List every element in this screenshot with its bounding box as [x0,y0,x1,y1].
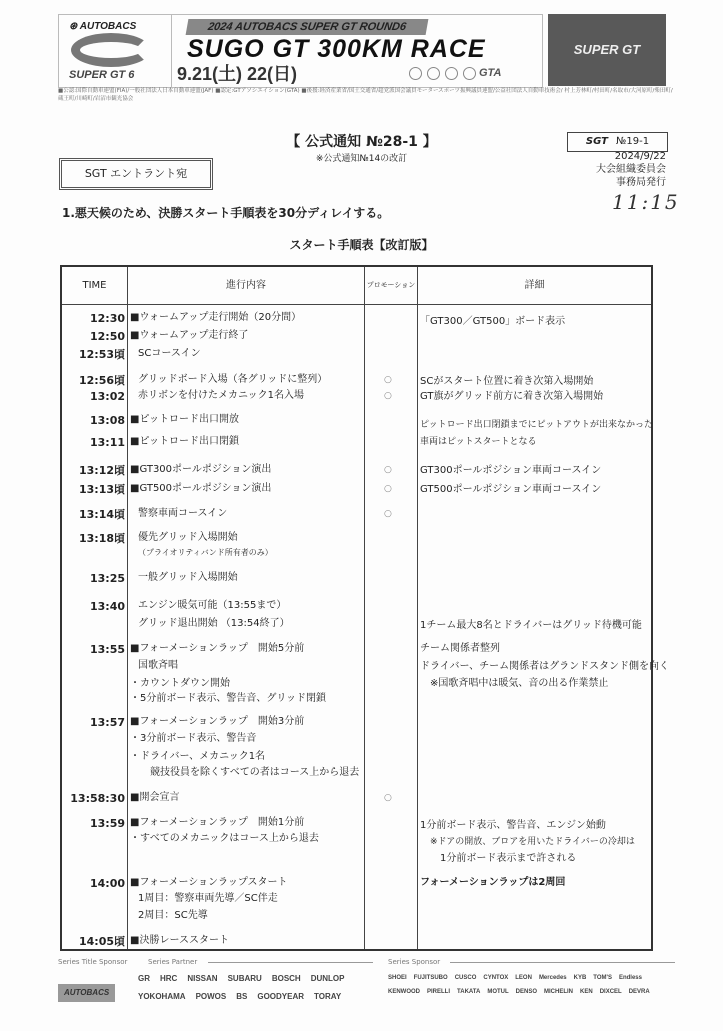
promotion-circle: ○ [384,465,392,475]
row-detail-line: 1分前ボード表示まで許される [440,853,577,864]
row-time: 14:05頃 [78,935,125,948]
sponsor-logo: FUJITSUBO [413,975,448,981]
partner-logo: SUBARU [227,974,262,983]
handwritten-time: 11:15 [612,190,680,214]
sponsor-logo: Mercedes [538,975,567,981]
row-content-line: ・ドライバー、メカニック1名 [130,751,266,762]
row-detail-line: 「GT300／GT500」ボード表示 [420,316,566,327]
gta-logo: GTA [479,67,502,79]
partner-logo: YOKOHAMA [138,992,186,1001]
row-time: 12:50 [89,330,125,343]
row-content-line: ■開会宣言 [130,792,180,803]
row-detail-line: GT旗がグリッド前方に着き次第入場開始 [420,391,604,402]
row-content-line: ■フォーメーションラップ 開始1分前 [130,817,305,828]
row-detail-line: 車両はピットスタートとなる [420,437,537,447]
row-time: 13:12頃 [78,464,125,477]
row-content-line: 赤リボンを付けたメカニック1名入場 [138,390,304,401]
partner-logo: NISSAN [187,974,218,983]
row-detail-line: 1チーム最大8名とドライバーはグリッド待機可能 [420,620,642,631]
promotion-circle: ○ [384,375,392,385]
row-detail-line: ドライバー、チーム関係者はグランドスタンド側を向く [420,661,669,672]
row-time: 13:13頃 [78,483,125,496]
header-time: TIME [82,280,107,291]
row-content-line: 国歌斉唱 [138,660,178,671]
sponsor-logo: CUSCO [454,975,477,981]
issuer-block [560,150,666,189]
row-content-line: ■GT300ポールポジション演出 [130,464,272,475]
partner-logo: GOODYEAR [257,992,305,1001]
row-content-line: ■GT500ポールポジション演出 [130,483,272,494]
row-content-line: 競技役員を除くすべての者はコース上から退去 [150,767,360,778]
row-time: 13:14頃 [78,508,125,521]
notice-item-1: 1.悪天候のため、決勝スタート手順表を30分ディレイする。 [62,206,390,220]
super-gt-brand-box: SUPER GT [548,14,666,86]
row-detail-line: ※国歌斉唱中は暖気、音の出る作業禁止 [430,678,609,689]
row-time: 13:59 [89,817,125,830]
partner-logo: DUNLOP [310,974,345,983]
revision-note: ※公式通知№14の改訂 [315,154,408,164]
promotion-circle: ○ [384,793,392,803]
row-detail-line: ピットロード出口閉鎖までにピットアウトが出来なかった [420,420,654,430]
table-title: スタート手順表【改訂版】 [289,238,434,252]
row-detail-line: ※ドアの開放、ブロアを用いたドライバーの冷却は [430,837,635,847]
row-detail-line: GT500ポールポジション車両コースイン [420,484,602,495]
sponsor-logo: KYB [573,975,587,981]
super-gt-logo: ⊛ AUTOBACS SUPER GT 6 [59,15,172,87]
notice-title: 【 公式通知 №28-1 】 [286,134,437,150]
row-time: 13:02 [89,390,125,403]
row-content-line: 2周目：SC先導 [138,910,208,921]
partner-logo: HRC [160,974,178,983]
race-name: SUGO GT 300KM RACE [187,35,486,63]
row-content-line: グリッド退出開始 （13:54終了） [138,618,290,629]
row-content-line: ■フォーメーションラップスタート [130,877,288,888]
sponsor-logo: TAKATA [457,989,481,995]
organizers-text: ■公認:国際自動車連盟(FIA)/一般社団法人日本自動車連盟(JAF) ■認定:GTアソシエイション(GTA) ■後援:経済産業省/国土交通省/超党派国会議員モータースポーツ振興議員連盟/公益社団法人自動車技術会/ 村上芳林町/村田町/名取市/大河原町/柴田町/蔵王町/川崎町/岩沼市観光協会 [58,88,673,102]
row-content-line: 1周目：警察車両先導／SC伴走 [138,893,278,904]
sgt-label: SGT [585,136,608,147]
sponsor-logo: KENWOOD [388,989,420,995]
row-content-line: ■ウォームアップ走行開始（20分間） [130,312,302,323]
row-detail-line: 1分前ボード表示、警告音、エンジン始動 [420,820,606,831]
sponsor-label: Series Sponsor [388,958,441,966]
round-banner: 2024 AUTOBACS SUPER GT ROUND6 [186,19,429,35]
row-detail-line: チーム関係者整列 [420,643,500,654]
row-time: 13:40 [89,600,125,613]
emblem-icon [427,67,440,80]
row-time: 13:55 [89,643,125,656]
sgt-number-box [567,132,668,152]
header-content: 進行内容 [226,280,266,291]
emblem-icon [463,67,476,80]
sgt-number: №19-1 [615,136,650,147]
row-content-line: エンジン暖気可能（13:55まで） [138,600,287,611]
sponsor-logo: MOTUL [487,989,509,995]
row-content-line: 優先グリッド入場開始 [138,532,238,543]
row-time: 12:53頃 [78,348,125,361]
header-detail: 詳細 [524,280,545,291]
row-time: 13:25 [89,572,125,585]
race-dates: 9.21(土) 22(日) [177,64,298,84]
start-procedure-table [60,265,669,951]
row-content-line: ■ピットロード出口開放 [130,414,240,425]
row-content-line: ■フォーメーションラップ 開始3分前 [130,716,305,727]
partner-label: Series Partner [148,958,198,966]
sponsor-logo: DIXCEL [599,989,622,995]
event-header [58,14,543,88]
sponsor-logo: KEN [580,989,593,995]
row-content-line: グリッドボード入場（各グリッドに整列） [138,374,328,385]
header-promotion: プロモーション [366,281,416,289]
promotion-circle: ○ [384,484,392,494]
row-content-line: 警察車両コースイン [138,508,228,519]
partner-logo: BS [236,992,248,1001]
sponsor-logo: Endless [618,975,642,981]
partner-logo: BOSCH [271,974,301,983]
sponsor-logo: DENSO [515,989,538,995]
row-content-line: ■決勝レーススタート [130,935,229,946]
row-content-line: ・すべてのメカニックはコース上から退去 [130,833,319,844]
sponsor-logo: PIRELLI [427,989,451,995]
sponsor-footer [58,958,678,1028]
partner-logo: GR [138,974,150,983]
row-content-line: ・カウントダウン開始 [130,678,230,689]
row-time: 12:56頃 [78,374,125,387]
row-content-line: ■ウォームアップ走行終了 [130,330,249,341]
row-content-line: ・5分前ボード表示、警告音、グリッド閉鎖 [130,693,326,704]
emblem-icon [445,67,458,80]
sponsor-logo: LEON [515,975,532,981]
sponsor-logo: DEVRA [628,989,650,995]
row-content-line: SCコースイン [138,348,201,359]
emblem-icon [409,67,422,80]
row-content-line: ・3分前ボード表示、警告音 [130,733,257,744]
row-time: 13:58:30 [70,792,125,805]
row-time: 13:08 [89,414,125,427]
row-detail-line: SCがスタート位置に着き次第入場開始 [420,376,594,387]
partner-logo: TORAY [314,992,342,1001]
row-time: 13:11 [89,436,125,449]
row-time: 14:00 [89,877,125,890]
row-content-line: ■ピットロード出口閉鎖 [130,436,240,447]
office: 事務局発行 [616,177,666,188]
row-detail-line: GT300ポールポジション車両コースイン [420,465,602,476]
row-time: 12:30 [89,312,125,325]
sponsor-logo: TOM'S [593,975,612,981]
sponsor-logo: MICHELIN [544,989,574,995]
promotion-circle: ○ [384,509,392,519]
row-time: 13:57 [89,716,125,729]
committee: 大会組織委員会 [596,164,666,175]
row-content-line: 一般グリッド入場開始 [138,572,238,583]
recipient-box: SGT エントラント宛 [59,158,213,190]
autobacs-logo: AUTOBACS [58,984,115,1002]
sponsor-logo: SHOEI [388,975,407,981]
issue-date: 2024/9/22 [614,151,666,162]
promotion-circle: ○ [384,391,392,401]
row-detail-line: フォーメーションラップは2周回 [420,877,566,888]
title-sponsor-label: Series Title Sponsor [58,958,128,966]
row-content-line: （プライオリティバンド所有者のみ） [138,548,273,557]
row-time: 13:18頃 [78,532,125,545]
row-content-line: ■フォーメーションラップ 開始5分前 [130,643,305,654]
partner-logo: POWOS [195,992,227,1001]
sponsor-logo: CYNTOX [483,975,509,981]
